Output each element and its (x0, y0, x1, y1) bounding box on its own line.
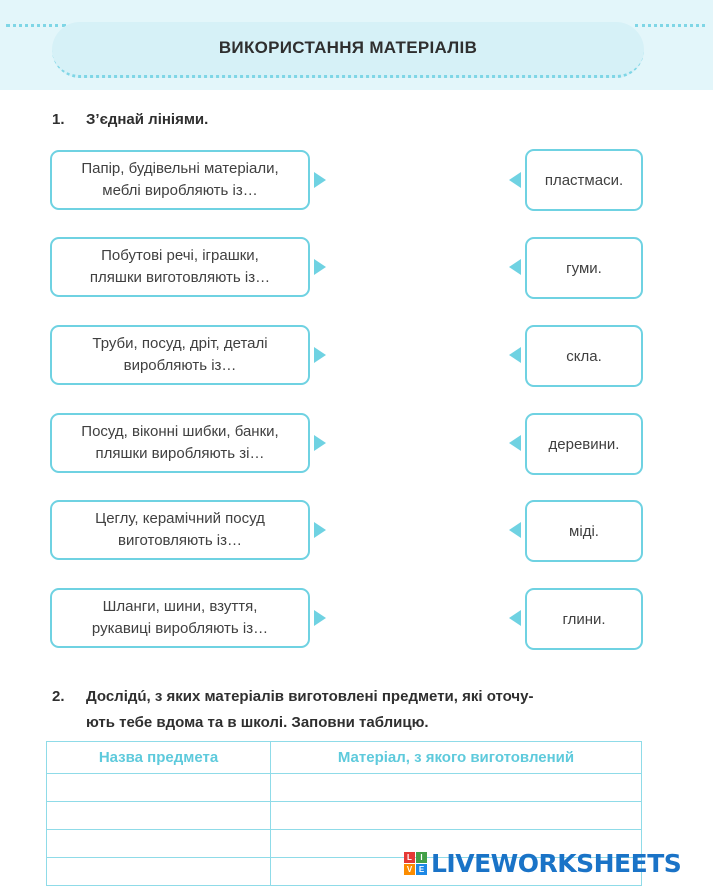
table-header-material: Матеріал, з якого виготовлений (271, 742, 642, 774)
left-item-6-line1: Шланги, шини, взуття, (102, 598, 258, 615)
table-header-row (47, 742, 642, 774)
page-title: ВИКОРИСТАННЯ МАТЕРІАЛІВ (218, 38, 478, 57)
task1-instruction: З’єднай лініями. (86, 111, 209, 128)
right-connector-arrow-6 (509, 610, 521, 626)
right-item-5[interactable]: міді. (525, 500, 643, 562)
table-row (47, 774, 642, 802)
liveworksheets-logo (404, 848, 681, 878)
mark-letter-e: E (416, 864, 427, 875)
left-item-4-line2: пляшки виробляють зі… (95, 445, 265, 462)
right-item-4[interactable]: деревини. (525, 413, 643, 475)
liveworksheets-text: LIVEWORKSHEETS (431, 848, 682, 878)
left-item-6-line2: рукавиці виробляють із… (91, 620, 269, 637)
right-connector-arrow-4 (509, 435, 521, 451)
header-dots-left (6, 24, 66, 27)
right-item-2[interactable]: гуми. (525, 237, 643, 299)
header-dots-right (635, 24, 705, 27)
left-item-3-line1: Труби, посуд, дріт, деталі (92, 335, 268, 352)
table-cell-name[interactable] (47, 830, 271, 858)
left-item-6[interactable] (50, 588, 310, 648)
left-item-2-line2: пляшки виготовляють із… (89, 269, 271, 286)
right-connector-arrow-2 (509, 259, 521, 275)
right-connector-arrow-1 (509, 172, 521, 188)
task2-heading (52, 684, 672, 736)
table-cell-name[interactable] (47, 802, 271, 830)
left-connector-arrow-2 (314, 259, 326, 275)
right-connector-arrow-3 (509, 347, 521, 363)
left-connector-arrow-5 (314, 522, 326, 538)
left-item-1-line1: Папір, будівельні матеріали, (81, 160, 279, 177)
left-connector-arrow-1 (314, 172, 326, 188)
left-connector-arrow-3 (314, 347, 326, 363)
mark-letter-i: I (416, 852, 427, 863)
left-item-2[interactable] (50, 237, 310, 297)
task2-instruction-line1: Дослідú, з яких матеріалів виготовлені предмети, які оточу- (86, 688, 534, 705)
table-cell-name[interactable] (47, 858, 271, 886)
task1-heading (52, 111, 208, 128)
right-connector-arrow-5 (509, 522, 521, 538)
left-connector-arrow-4 (314, 435, 326, 451)
left-item-3[interactable] (50, 325, 310, 385)
table-row (47, 802, 642, 830)
left-item-1-line2: меблі виробляють із… (102, 182, 258, 199)
left-item-3-line2: виробляють із… (123, 357, 237, 374)
left-item-2-line1: Побутові речі, іграшки, (101, 247, 259, 264)
right-item-3[interactable]: скла. (525, 325, 643, 387)
left-item-4[interactable] (50, 413, 310, 473)
right-item-6[interactable]: глини. (525, 588, 643, 650)
left-item-5-line2: виготовляють із… (117, 532, 243, 549)
table-cell-name[interactable] (47, 774, 271, 802)
table-cell-material[interactable] (271, 802, 642, 830)
left-item-5-line1: Цеглу, керамічний посуд (95, 510, 265, 527)
right-item-1[interactable]: пластмаси. (525, 149, 643, 211)
left-item-4-line1: Посуд, віконні шибки, банки, (81, 423, 279, 440)
mark-letter-v: V (404, 864, 415, 875)
left-item-5[interactable] (50, 500, 310, 560)
mark-letter-l: L (404, 852, 415, 863)
task2-number: 2. (52, 688, 65, 705)
left-connector-arrow-6 (314, 610, 326, 626)
left-item-1[interactable] (50, 150, 310, 210)
task2-instruction-line2: ють тебе вдома та в школі. Заповни таблицю. (86, 714, 429, 731)
table-header-item-name: Назва предмета (47, 742, 271, 774)
task1-number: 1. (52, 111, 65, 128)
table-cell-material[interactable] (271, 774, 642, 802)
liveworksheets-mark-icon (404, 852, 427, 875)
